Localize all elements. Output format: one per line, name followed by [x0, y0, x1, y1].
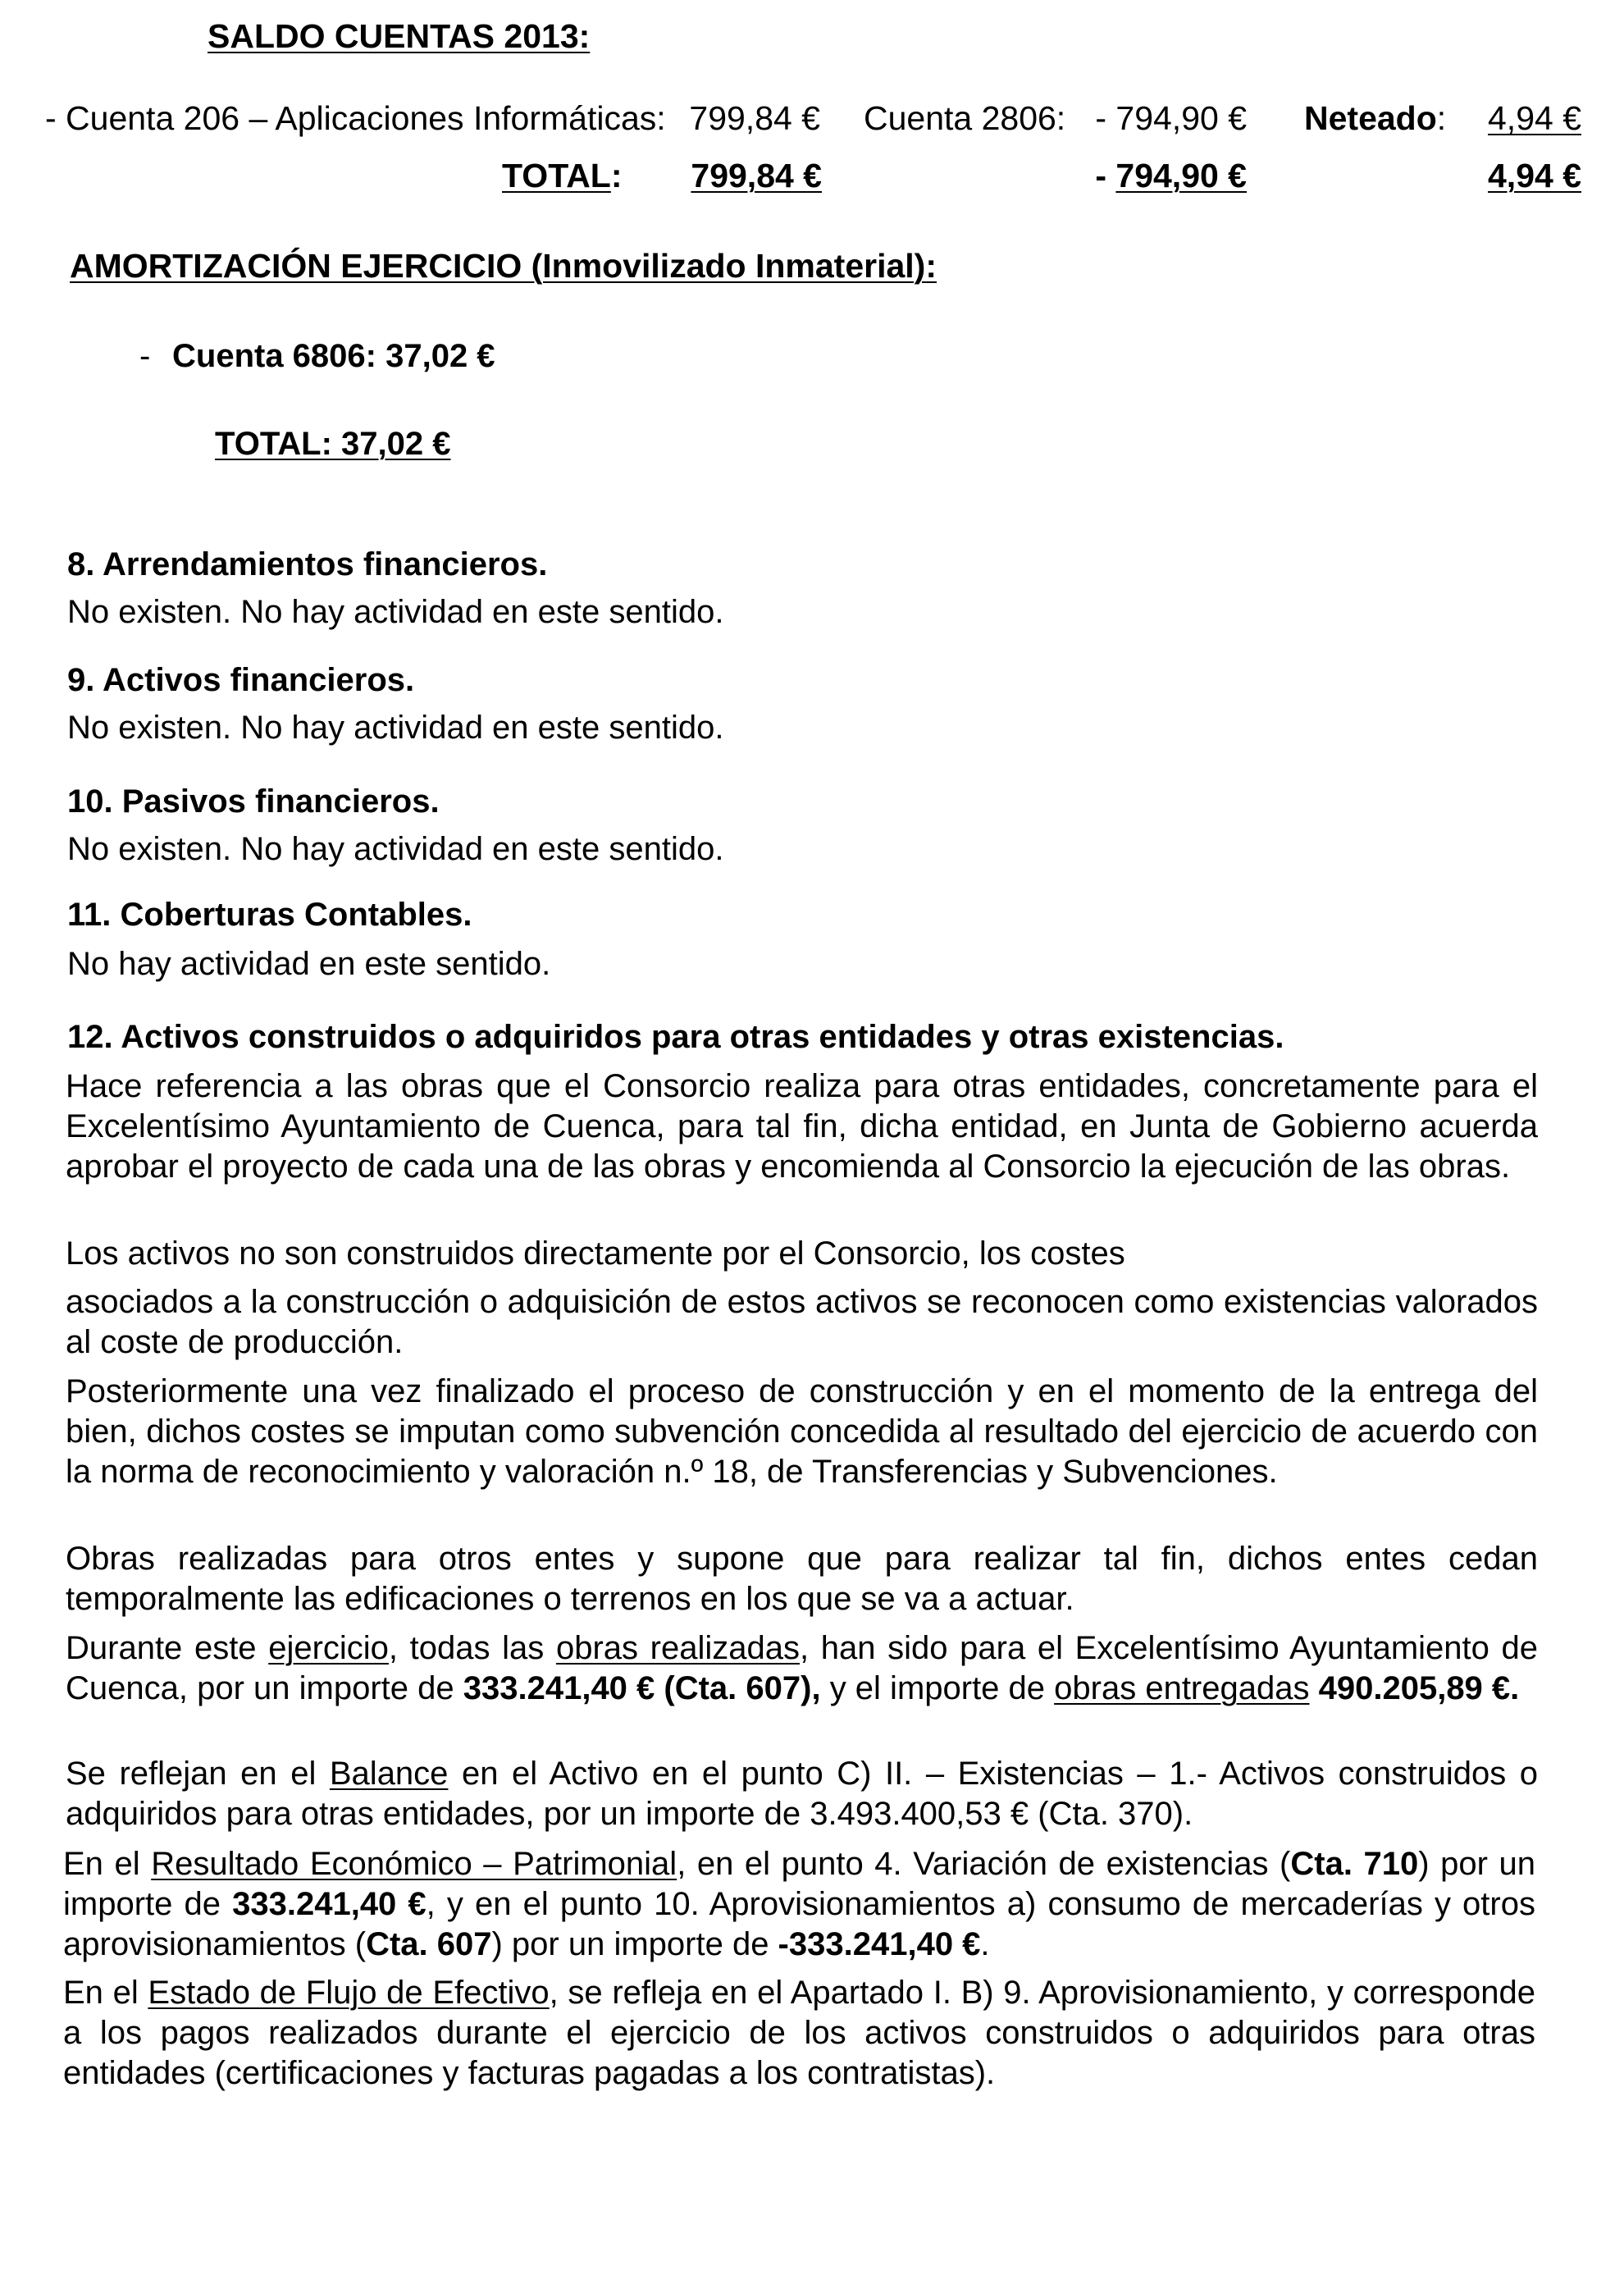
section-8-text: No existen. No hay actividad en este sentido. — [67, 594, 724, 630]
total-value-1: 799,84 € — [691, 157, 822, 194]
s12-paragraph-9 — [63, 1973, 1535, 2094]
neteado-value: 4,94 € — [1488, 99, 1581, 137]
total-value-2: 794,90 € — [1115, 157, 1247, 194]
p9-text-2: , se refleja en el Apartado I. B) 9. Aprovisionamiento, y corresponde a los pagos realizados durante el ejercicio de los activos construidos o adquiridos para otras entidades (certificaciones y facturas pagadas a los contratistas). — [63, 1975, 1535, 2091]
saldo-line-label2: Cuenta 2806: — [864, 99, 1066, 137]
s12-paragraph-3: asociados a la construcción o adquisición de estos activos se reconocen como existencias valorados al coste de producción. — [66, 1284, 1538, 1360]
p6-ejercicio: ejercicio — [268, 1630, 389, 1666]
total-minus: - — [1095, 157, 1116, 194]
p6-text-5 — [1309, 1670, 1318, 1706]
p8-text-3: ) por un importe de — [63, 1846, 1535, 1922]
saldo-line-label: - Cuenta 206 – Aplicaciones Informáticas: — [45, 99, 666, 137]
p8-cta-607: Cta. 607 — [366, 1926, 492, 1962]
p8-text-5: ) por un importe de — [491, 1926, 778, 1962]
amortizacion-item: Cuenta 6806: 37,02 € — [172, 338, 495, 374]
p6-importe-entregadas: 490.205,89 €. — [1318, 1670, 1520, 1706]
section-8-heading: 8. Arrendamientos financieros. — [67, 546, 548, 582]
p6-text-1: Durante este — [66, 1630, 269, 1666]
p9-estado-flujo: Estado de Flujo de Efectivo — [148, 1975, 550, 2011]
total-value-3: 4,94 € — [1488, 157, 1581, 194]
p8-text-2: , en el punto 4. Variación de existencias ( — [677, 1846, 1291, 1882]
p6-text-3: , han sido para el Excelentísimo Ayuntamiento de Cuenca, por un importe de — [66, 1630, 1539, 1706]
p9-text-1: En el — [63, 1975, 148, 2011]
s12-paragraph-7 — [66, 1754, 1538, 1834]
p6-obras-entregadas: obras entregadas — [1054, 1670, 1310, 1706]
p6-text-4: y el importe de — [820, 1670, 1055, 1706]
s12-paragraph-6 — [66, 1628, 1538, 1709]
section-9-heading: 9. Activos financieros. — [67, 662, 415, 698]
p6-text-2: , todas las — [388, 1630, 556, 1666]
neteado-label-wrap — [1304, 98, 1446, 138]
p7-text-1: Se reflejan en el — [66, 1756, 330, 1792]
section-12-heading: 12. Activos construidos o adquiridos para otras entidades y otras existencias. — [67, 1019, 1284, 1055]
p6-obras-realizadas: obras realizadas — [555, 1630, 800, 1666]
s12-paragraph-1: Hace referencia a las obras que el Consorcio realiza para otras entidades, concretamente para el Excelentísimo Ayuntamiento de Cuenca, para tal fin, dicha entidad, en Junta de Gobierno acuerda aprobar el proyecto de cada una de las obras y encomienda al Consorcio la ejecución de las obras. — [66, 1068, 1538, 1185]
saldo-line-value2: - 794,90 € — [1095, 99, 1247, 137]
section-9-text: No existen. No hay actividad en este sentido. — [67, 710, 724, 746]
saldo-line-value: 799,84 € — [689, 99, 820, 137]
amortizacion-dash: - — [139, 338, 151, 374]
p8-text-6: . — [980, 1926, 990, 1962]
section-11-heading: 11. Coberturas Contables. — [67, 897, 472, 933]
neteado-label: Neteado — [1304, 99, 1437, 137]
p6-importe-607: 333.241,40 € (Cta. 607), — [463, 1670, 821, 1706]
p8-importe: 333.241,40 € — [232, 1886, 427, 1922]
s12-paragraph-8 — [63, 1844, 1535, 1965]
total-value-2-wrap — [1066, 156, 1247, 195]
s12-paragraph-2: Los activos no son construidos directamente por el Consorcio, los costes — [66, 1235, 1125, 1272]
p8-importe-negativo: -333.241,40 € — [778, 1926, 981, 1962]
section-10-heading: 10. Pasivos financieros. — [67, 783, 440, 820]
section-11-text: No hay actividad en este sentido. — [67, 946, 551, 982]
s12-paragraph-5: Obras realizadas para otros entes y supone que para realizar tal fin, dichos entes cedan temporalmente las edificaciones o terrenos en los que se va a actuar. — [66, 1541, 1538, 1617]
p8-resultado-economico: Resultado Económico – Patrimonial — [151, 1846, 677, 1882]
s12-paragraph-4: Posteriormente una vez finalizado el proceso de construcción y en el momento de la entrega del bien, dichos costes se imputan como subvención concedida al resultado del ejercicio de acuerdo con la norma de reconocimiento y valoración n.º 18, de Transferencias y Subvenciones. — [66, 1373, 1538, 1490]
section-10-text: No existen. No hay actividad en este sentido. — [67, 831, 724, 867]
saldo-title: SALDO CUENTAS 2013: — [208, 17, 591, 55]
p8-text-1: En el — [63, 1846, 152, 1882]
p8-cta-710: Cta. 710 — [1290, 1846, 1419, 1882]
total-colon: : — [610, 157, 623, 194]
neteado-colon: : — [1436, 99, 1447, 137]
total-label-wrap — [502, 156, 623, 195]
total-label: TOTAL — [502, 157, 611, 194]
p8-text-4: , y en el punto 10. Aprovisionamientos a) consumo de mercaderías y otros aprovisionamientos ( — [63, 1886, 1535, 1962]
amortizacion-total: TOTAL: 37,02 € — [215, 426, 451, 462]
p7-balance: Balance — [329, 1756, 449, 1792]
amortizacion-title: AMORTIZACIÓN EJERCICIO (Inmovilizado Inmaterial): — [70, 247, 937, 285]
p7-text-2: en el Activo en el punto C) II. – Existencias – 1.- Activos construidos o adquiridos para otras entidades, por un importe de 3.493.400,53 € (Cta. 370). — [66, 1756, 1538, 1832]
